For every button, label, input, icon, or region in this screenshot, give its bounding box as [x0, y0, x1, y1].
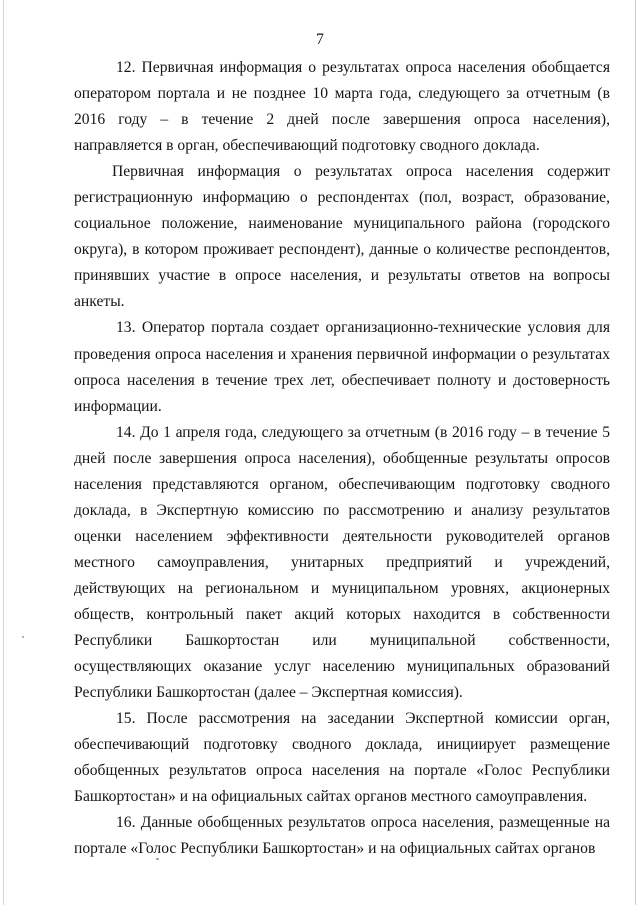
- scan-edge-right: [635, 0, 636, 905]
- scan-speck: [22, 636, 24, 638]
- scan-edge-left: [3, 0, 4, 905]
- document-body: [74, 55, 610, 862]
- paragraph-13: 13. Оператор портала создает организационно-технические условия для проведения опроса населения и хранения первичной информации о результатах опроса населения в течение трех лет, обеспечивает полноту и достоверность информации.: [74, 319, 610, 415]
- paragraph-16: 16. Данные обобщенных результатов опроса населения, размещенные на портале «Голос Республики Башкортостан» и на официальных сайтах органов: [74, 814, 610, 858]
- paragraph-14: 14. До 1 апреля года, следующего за отчетным (в 2016 году – в течение 5 дней после завершения опроса населения), обобщенные результаты опросов населения представляются органом, обеспечивающим подготовку сводного доклада, в Экспертную комиссию по рассмотрению и анализу результатов оценки населением эффективности деятельности руководителей органов местного самоуправления, унитарных предприятий и учреждений, действующих на региональном и муниципальном уровнях, акционерных обществ, контрольный пакет акций которых находится в собственности Республики Башкортостан или муниципальной собственности, осуществляющих оказание услуг населению муниципальных образований Республики Башкортостан (далее – Экспертная комиссия).: [74, 423, 610, 702]
- page-number: 7: [316, 31, 324, 48]
- paragraph-12: 12. Первичная информация о результатах опроса населения обобщается оператором портала и не позднее 10 марта года, следующего за отчетным (в 2016 году – в течение 2 дней после завершения опроса населения), направляется в орган, обеспечивающий подготовку сводного доклада.: [74, 59, 610, 155]
- scan-speck: [156, 858, 159, 860]
- paragraph-12-continuation: Первичная информация о результатах опроса населения содержит регистрационную информацию о респондентах (пол, возраст, образование, социальное положение, наименование муниципального района (городского округа), в котором проживает респондент), данные о количестве респондентов, принявших участие в опросе населения, и результаты ответов на вопросы анкеты.: [74, 163, 610, 311]
- paragraph-15: 15. После рассмотрения на заседании Экспертной комиссии орган, обеспечивающий подготовку сводного доклада, инициирует размещение обобщенных результатов опроса населения на портале «Голос Республики Башкортостан» и на официальных сайтах органов местного самоуправления.: [74, 710, 610, 806]
